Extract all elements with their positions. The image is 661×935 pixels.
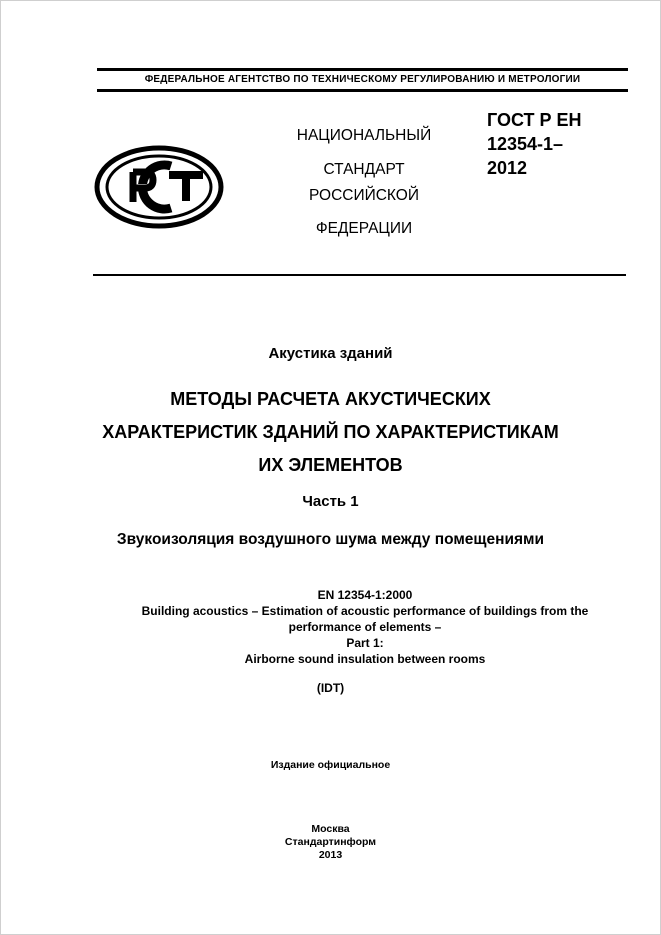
en-part: Part 1: <box>346 636 384 650</box>
main-title-line-2: ХАРАКТЕРИСТИК ЗДАНИЙ ПО ХАРАКТЕРИСТИКАМ <box>102 422 559 442</box>
header-rule-top <box>97 68 628 71</box>
national-line-4: ФЕДЕРАЦИИ <box>315 220 413 237</box>
publisher-name: Стандартинформ <box>284 836 377 848</box>
main-title <box>0 383 661 482</box>
official-edition: Издание официальное <box>270 759 391 771</box>
publication-info <box>0 823 661 862</box>
gost-line-2: 12354-1– <box>487 134 564 154</box>
publication-year: 2013 <box>318 849 343 861</box>
gost-line-3: 2012 <box>487 158 528 178</box>
national-line-2: СТАНДАРТ <box>323 161 405 178</box>
header-separator <box>93 274 626 276</box>
rst-certification-mark-icon <box>93 144 225 230</box>
en-designation: EN 12354-1:2000 <box>317 588 413 602</box>
publication-city: Москва <box>311 823 350 835</box>
header-rule-bottom <box>97 89 628 92</box>
national-line-1: НАЦИОНАЛЬНЫЙ <box>296 127 432 144</box>
en-title-line-2: performance of elements – <box>288 620 442 634</box>
main-title-line-3: ИХ ЭЛЕМЕНТОВ <box>258 455 403 475</box>
idt-marker: (IDT) <box>316 681 345 695</box>
gost-designation <box>487 108 627 180</box>
part-subtitle: Звукоизоляция воздушного шума между помещениями <box>116 531 545 548</box>
en-title-line-1: Building acoustics – Estimation of acoustic performance of buildings from the <box>141 604 589 618</box>
en-subtitle: Airborne sound insulation between rooms <box>244 652 486 666</box>
agency-name: ФЕДЕРАЛЬНОЕ АГЕНТСТВО ПО ТЕХНИЧЕСКОМУ РЕГУЛИРОВАНИЮ И МЕТРОЛОГИИ <box>144 74 581 85</box>
gost-line-1: ГОСТ Р ЕН <box>487 110 582 130</box>
subject-heading: Акустика зданий <box>268 345 393 362</box>
international-standard-block <box>80 587 650 667</box>
part-number: Часть 1 <box>302 493 359 510</box>
main-title-line-1: МЕТОДЫ РАСЧЕТА АКУСТИЧЕСКИХ <box>170 389 491 409</box>
national-line-3: РОССИЙСКОЙ <box>309 187 419 204</box>
